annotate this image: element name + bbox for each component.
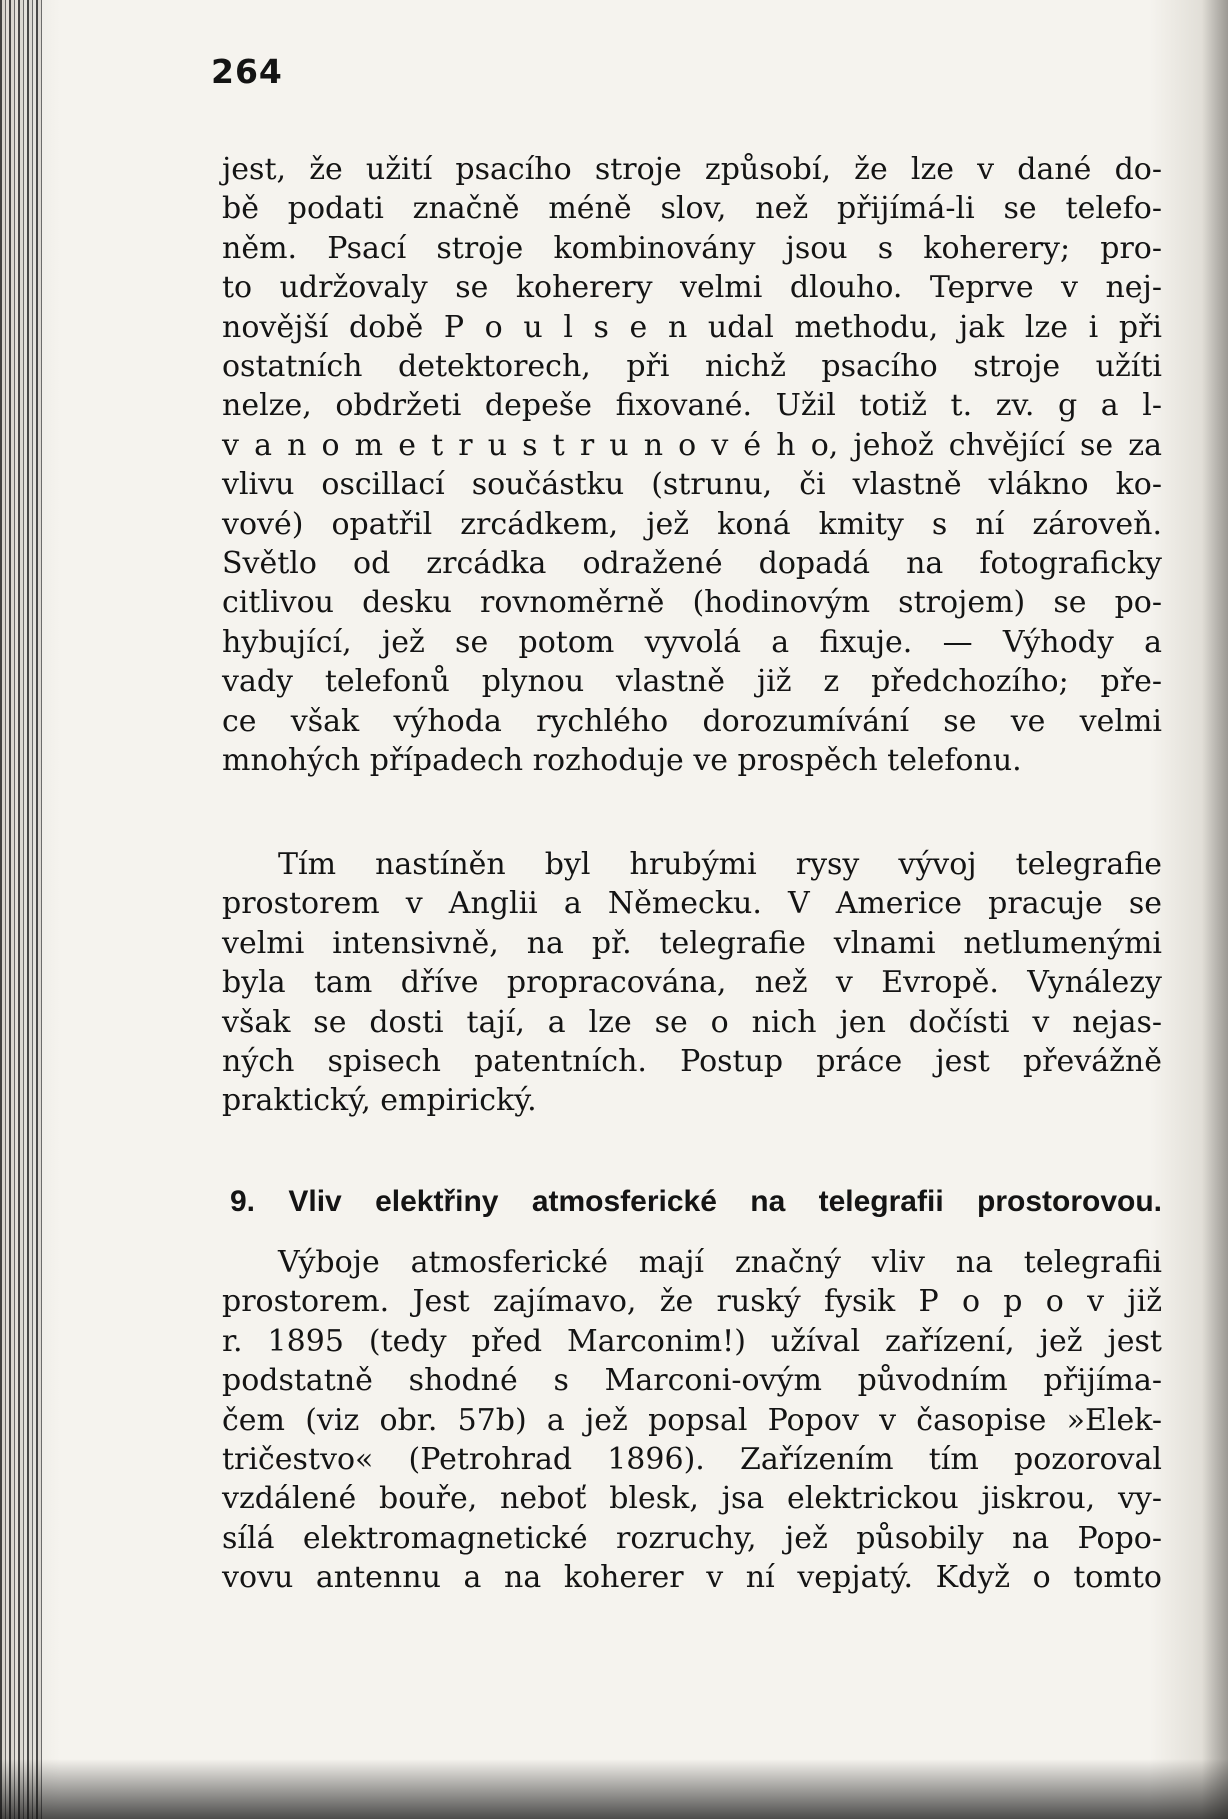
text-line: to udržovaly se koherery velmi dlouho. Teprve v nej- bbox=[222, 270, 1162, 306]
text-line: prostorem. Jest zajímavo, že ruský fysik P o p o v již bbox=[222, 1284, 1162, 1320]
text-line: ných spisech patentních. Postup práce jest převážně bbox=[222, 1044, 1162, 1080]
text-line: vady telefonů plynou vlastně již z předchozího; pře- bbox=[222, 664, 1162, 700]
text-line: vové) opatřil zrcádkem, jež koná kmity s ní zároveň. bbox=[222, 506, 1162, 542]
text-line: novější době P o u l s e n udal methodu, jak lze i při bbox=[222, 309, 1162, 345]
text-line: ostatních detektorech, při nichž psacího stroje užíti bbox=[222, 349, 1162, 385]
text-line: hybující, jež se potom vyvolá a fixuje. — Výhody a bbox=[222, 624, 1162, 660]
book-spine-shadow bbox=[0, 0, 42, 1819]
text-line: nelze, obdržeti depeše fixované. Užil totiž t. zv. g a l- bbox=[222, 388, 1162, 424]
paragraph-1 bbox=[222, 150, 1162, 781]
text-line: sílá elektromagnetické rozruchy, jež působily na Popo- bbox=[222, 1520, 1162, 1556]
text-line: bě podati značně méně slov, než přijímá-li se telefo- bbox=[222, 191, 1162, 227]
paragraph-3 bbox=[222, 1243, 1162, 1598]
section-heading: 9. Vliv elektřiny atmosferické na telegrafii prostorovou. bbox=[230, 1185, 1162, 1218]
text-line: však se dosti tají, a lze se o nich jen dočísti v nejas- bbox=[222, 1004, 1162, 1040]
text-line: něm. Psací stroje kombinovány jsou s koherery; pro- bbox=[222, 230, 1162, 266]
text-line: jest, že užití psacího stroje způsobí, že lze v dané do- bbox=[222, 152, 1162, 187]
page-edge-shadow bbox=[1202, 0, 1228, 1819]
page-number: 264 bbox=[211, 52, 283, 91]
text-line: podstatně shodné s Marconi-ovým původním přijíma- bbox=[222, 1363, 1162, 1399]
text-line: ce však výhoda rychlého dorozumívání se ve velmi bbox=[222, 703, 1162, 739]
text-line: byla tam dříve propracována, než v Evropě. Vynálezy bbox=[222, 965, 1162, 1001]
text-line: Výboje atmosferické mají značný vliv na telegrafii bbox=[278, 1245, 1162, 1280]
text-line: vzdálené bouře, neboť blesk, jsa elektrickou jiskrou, vy- bbox=[222, 1481, 1162, 1517]
text-line: vlivu oscillací součástku (strunu, či vlastně vlákno ko- bbox=[222, 467, 1162, 503]
text-line: tričestvo« (Petrohrad 1896). Zařízením tím pozoroval bbox=[222, 1442, 1162, 1478]
text-line: Tím nastíněn byl hrubými rysy vývoj telegrafie bbox=[278, 847, 1162, 882]
paragraph-2 bbox=[222, 845, 1162, 1121]
text-line: mnohých případech rozhoduje ve prospěch telefonu. bbox=[222, 743, 1022, 779]
text-line: citlivou desku rovnoměrně (hodinovým strojem) se po- bbox=[222, 585, 1162, 621]
text-line: praktický, empirický. bbox=[222, 1083, 537, 1119]
text-line: Světlo od zrcádka odražené dopadá na fotograficky bbox=[222, 546, 1162, 582]
text-line: v a n o m e t r u s t r u n o v é h o, jehož chvějící se za bbox=[222, 427, 1162, 463]
text-line: čem (viz obr. 57b) a jež popsal Popov v časopise »Elek- bbox=[222, 1402, 1162, 1438]
page-bottom-shadow bbox=[0, 1759, 1228, 1819]
text-line: vovu antennu a na koherer v ní vepjatý. Když o tomto bbox=[222, 1560, 1162, 1596]
text-line: prostorem v Anglii a Německu. V Americe pracuje se bbox=[222, 886, 1162, 922]
text-line: r. 1895 (tedy před Marconim!) užíval zařízení, jež jest bbox=[222, 1323, 1162, 1359]
text-line: velmi intensivně, na př. telegrafie vlnami netlumenými bbox=[222, 925, 1162, 961]
